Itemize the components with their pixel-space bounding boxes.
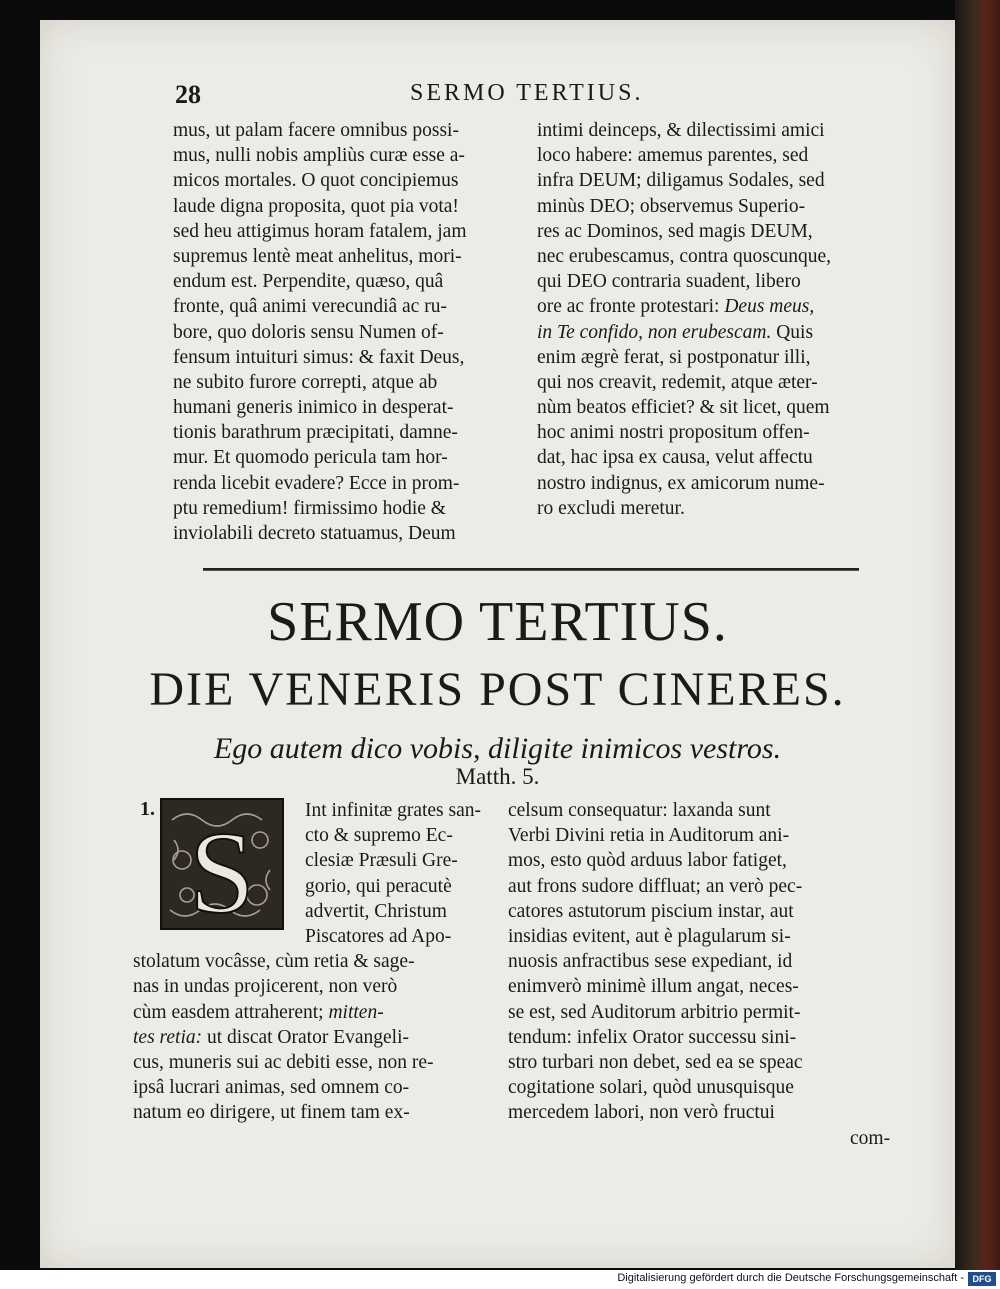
text-line — [133, 1025, 493, 1050]
text-line — [537, 420, 902, 445]
text-line — [508, 1050, 863, 1075]
text-line — [173, 244, 508, 269]
text-line — [537, 269, 902, 294]
italic-text: tes retia: — [133, 1026, 203, 1048]
line-text: ne subito furore correpti, atque ab — [173, 371, 438, 393]
text-line — [133, 1050, 493, 1075]
line-text: catores astutorum piscium instar, aut — [508, 900, 794, 922]
text-line — [133, 874, 493, 899]
line-text: loco habere: amemus parentes, sed — [537, 145, 809, 167]
line-text: aut frons sudore diffluat; an verò pec- — [508, 875, 803, 897]
line-text: gorio, qui peracutè — [305, 875, 452, 897]
text-line — [173, 496, 508, 521]
text-line — [537, 496, 902, 521]
footer-credit[interactable]: Digitalisierung gefördert durch die Deutsche Forschungsgemeinschaft - — [617, 1272, 964, 1284]
text-line — [173, 395, 508, 420]
line-text: qui nos creavit, redemit, atque æter- — [537, 371, 818, 393]
text-line — [133, 924, 493, 949]
text-line — [173, 118, 508, 143]
text-line — [537, 244, 902, 269]
line-text: minùs DEO; observemus Superio- — [537, 195, 806, 217]
text-line — [537, 294, 902, 319]
line-text: ut discat Orator Evangeli- — [207, 1026, 409, 1048]
book-edge — [955, 0, 1000, 1270]
line-text: tendum: infelix Orator successu sini- — [508, 1026, 797, 1048]
line-text: Piscatores ad Apo- — [305, 925, 452, 947]
text-line — [173, 143, 508, 168]
text-line — [133, 974, 493, 999]
line-text: cùm easdem attraherent; — [133, 1001, 324, 1023]
line-text: mus, nulli nobis ampliùs curæ esse a- — [173, 145, 465, 167]
text-line — [508, 798, 863, 823]
line-text: hoc animi nostri propositum offen- — [537, 422, 810, 444]
text-line — [508, 974, 863, 999]
text-line — [537, 194, 902, 219]
line-text: renda licebit evadere? Ecce in prom- — [173, 472, 460, 494]
line-text: tionis barathrum præcipitati, damne- — [173, 422, 458, 444]
text-line — [508, 1100, 863, 1125]
line-text: ipsâ lucrari animas, sed omnem co- — [133, 1077, 410, 1099]
line-text: ro excludi meretur. — [537, 497, 685, 519]
line-text: nostro indignus, ex amicorum nume- — [537, 472, 825, 494]
line-text: ptu remedium! firmissimo hodie & — [173, 497, 446, 519]
text-line — [537, 118, 902, 143]
text-line — [173, 320, 508, 345]
line-text: endum est. Perpendite, quæso, quâ — [173, 271, 444, 293]
footer-bar — [0, 1270, 1000, 1289]
sermon-title: SERMO TERTIUS. — [267, 591, 728, 653]
line-text: clesiæ Præsuli Gre- — [305, 850, 458, 872]
text-line — [537, 471, 902, 496]
line-text: mus, ut palam facere omnibus possi- — [173, 120, 459, 141]
text-line — [537, 445, 902, 470]
line-text: fronte, quâ animi verecundiâ ac ru- — [173, 296, 447, 318]
line-text: mos, esto quòd arduus labor fatiget, — [508, 850, 787, 872]
text-line — [133, 949, 493, 974]
scripture-reference: Matth. 5. — [455, 764, 540, 789]
text-line — [133, 848, 493, 873]
line-text: natum eo dirigere, ut finem tam ex- — [133, 1102, 410, 1124]
text-line — [173, 370, 508, 395]
line-text: infra DEUM; diligamus Sodales, sed — [537, 170, 825, 192]
text-line — [133, 1075, 493, 1100]
bottom-right-column — [508, 798, 863, 1125]
text-line — [508, 949, 863, 974]
dfg-logo-icon[interactable]: DFG — [968, 1272, 996, 1286]
line-text: bore, quo doloris sensu Numen of- — [173, 321, 444, 343]
text-line — [537, 168, 902, 193]
text-line — [133, 899, 493, 924]
line-text: se est, sed Auditorum arbitrio permit- — [508, 1001, 801, 1023]
book-page — [40, 20, 955, 1268]
text-line — [133, 1000, 493, 1025]
line-text: micos mortales. O quot concipiemus — [173, 170, 459, 192]
text-line — [537, 320, 902, 345]
text-line — [133, 823, 493, 848]
text-line — [508, 823, 863, 848]
text-line — [173, 294, 508, 319]
text-line — [173, 168, 508, 193]
line-text: mercedem labori, non verò fructui — [508, 1102, 775, 1124]
line-text: cus, muneris sui ac debiti esse, non re- — [133, 1051, 434, 1073]
page-number: 28 — [175, 80, 201, 109]
sermon-motto: Ego autem dico vobis, diligite inimicos vestros. — [213, 732, 782, 765]
italic-text: mitten- — [328, 1001, 384, 1023]
line-text: cogitatione solari, quòd unusquisque — [508, 1077, 794, 1099]
text-line — [133, 1100, 493, 1125]
line-text: Int infinitæ grates san- — [305, 800, 482, 821]
line-text: laude digna proposita, quot pia vota! — [173, 195, 459, 217]
catchword: com- — [850, 1128, 891, 1149]
line-text: stolatum vocâsse, cùm retia & sage- — [133, 951, 415, 973]
line-text: celsum consequatur: laxanda sunt — [508, 800, 771, 821]
line-text: humani generis inimico in desperat- — [173, 397, 454, 419]
top-right-column — [537, 118, 902, 521]
top-left-column — [173, 118, 508, 546]
line-text: res ac Dominos, sed magis DEUM, — [537, 220, 813, 242]
text-line — [173, 219, 508, 244]
text-line — [173, 521, 508, 546]
line-text: ore ac fronte protestari: — [537, 296, 720, 318]
line-text: supremus lentè meat anhelitus, mori- — [173, 245, 462, 267]
text-line — [537, 395, 902, 420]
section-divider — [203, 568, 859, 571]
line-text: Verbi Divini retia in Auditorum ani- — [508, 825, 790, 847]
line-text: advertit, Christum — [305, 900, 447, 922]
text-line — [537, 370, 902, 395]
line-text: qui DEO contraria suadent, libero — [537, 271, 801, 293]
text-line — [537, 345, 902, 370]
text-line — [173, 445, 508, 470]
line-text: enim ægrè ferat, si postponatur illi, — [537, 346, 811, 368]
paragraph-number: 1. — [140, 798, 155, 820]
text-line — [508, 1000, 863, 1025]
text-line — [537, 143, 902, 168]
text-line — [508, 924, 863, 949]
text-line — [537, 219, 902, 244]
text-line — [508, 1025, 863, 1050]
line-text: nec erubescamus, contra quoscunque, — [537, 245, 832, 267]
line-text: mur. Et quomodo pericula tam hor- — [173, 447, 448, 469]
text-line — [173, 194, 508, 219]
line-text: intimi deinceps, & dilectissimi amici — [537, 120, 825, 141]
line-text: dat, hac ipsa ex causa, velut affectu — [537, 447, 813, 469]
line-text: nùm beatos efficiet? & sit licet, quem — [537, 397, 830, 419]
line-text: sed heu attigimus horam fatalem, jam — [173, 220, 467, 242]
text-line — [508, 848, 863, 873]
sermon-subtitle: DIE VENERIS POST CINERES. — [149, 663, 846, 716]
dropcap-letter: S — [189, 807, 255, 928]
text-line — [173, 420, 508, 445]
bottom-left-column — [133, 798, 493, 1125]
text-line — [173, 345, 508, 370]
text-line — [508, 874, 863, 899]
running-head — [40, 80, 955, 120]
running-head-title: SERMO TERTIUS. — [410, 80, 644, 106]
line-text: inviolabili decreto statuamus, Deum — [173, 523, 456, 544]
text-line — [133, 798, 493, 823]
text-line — [173, 471, 508, 496]
line-text: Quis — [776, 321, 814, 343]
italic-text: in Te confido, non erubescam. — [537, 321, 772, 343]
line-text: insidias evitent, aut è plagularum si- — [508, 925, 791, 947]
italic-text: Deus meus, — [724, 296, 815, 318]
line-text: nuosis anfractibus sese expediant, id — [508, 951, 793, 973]
line-text: stro turbari non debet, sed ea se speac — [508, 1051, 803, 1073]
text-line — [508, 899, 863, 924]
line-text: nas in undas projicerent, non verò — [133, 976, 398, 998]
line-text: enimverò minimè illum angat, neces- — [508, 976, 799, 998]
line-text: fensum intuituri simus: & faxit Deus, — [173, 346, 465, 368]
line-text: cto & supremo Ec- — [305, 825, 453, 847]
text-line — [508, 1075, 863, 1100]
text-line — [173, 269, 508, 294]
